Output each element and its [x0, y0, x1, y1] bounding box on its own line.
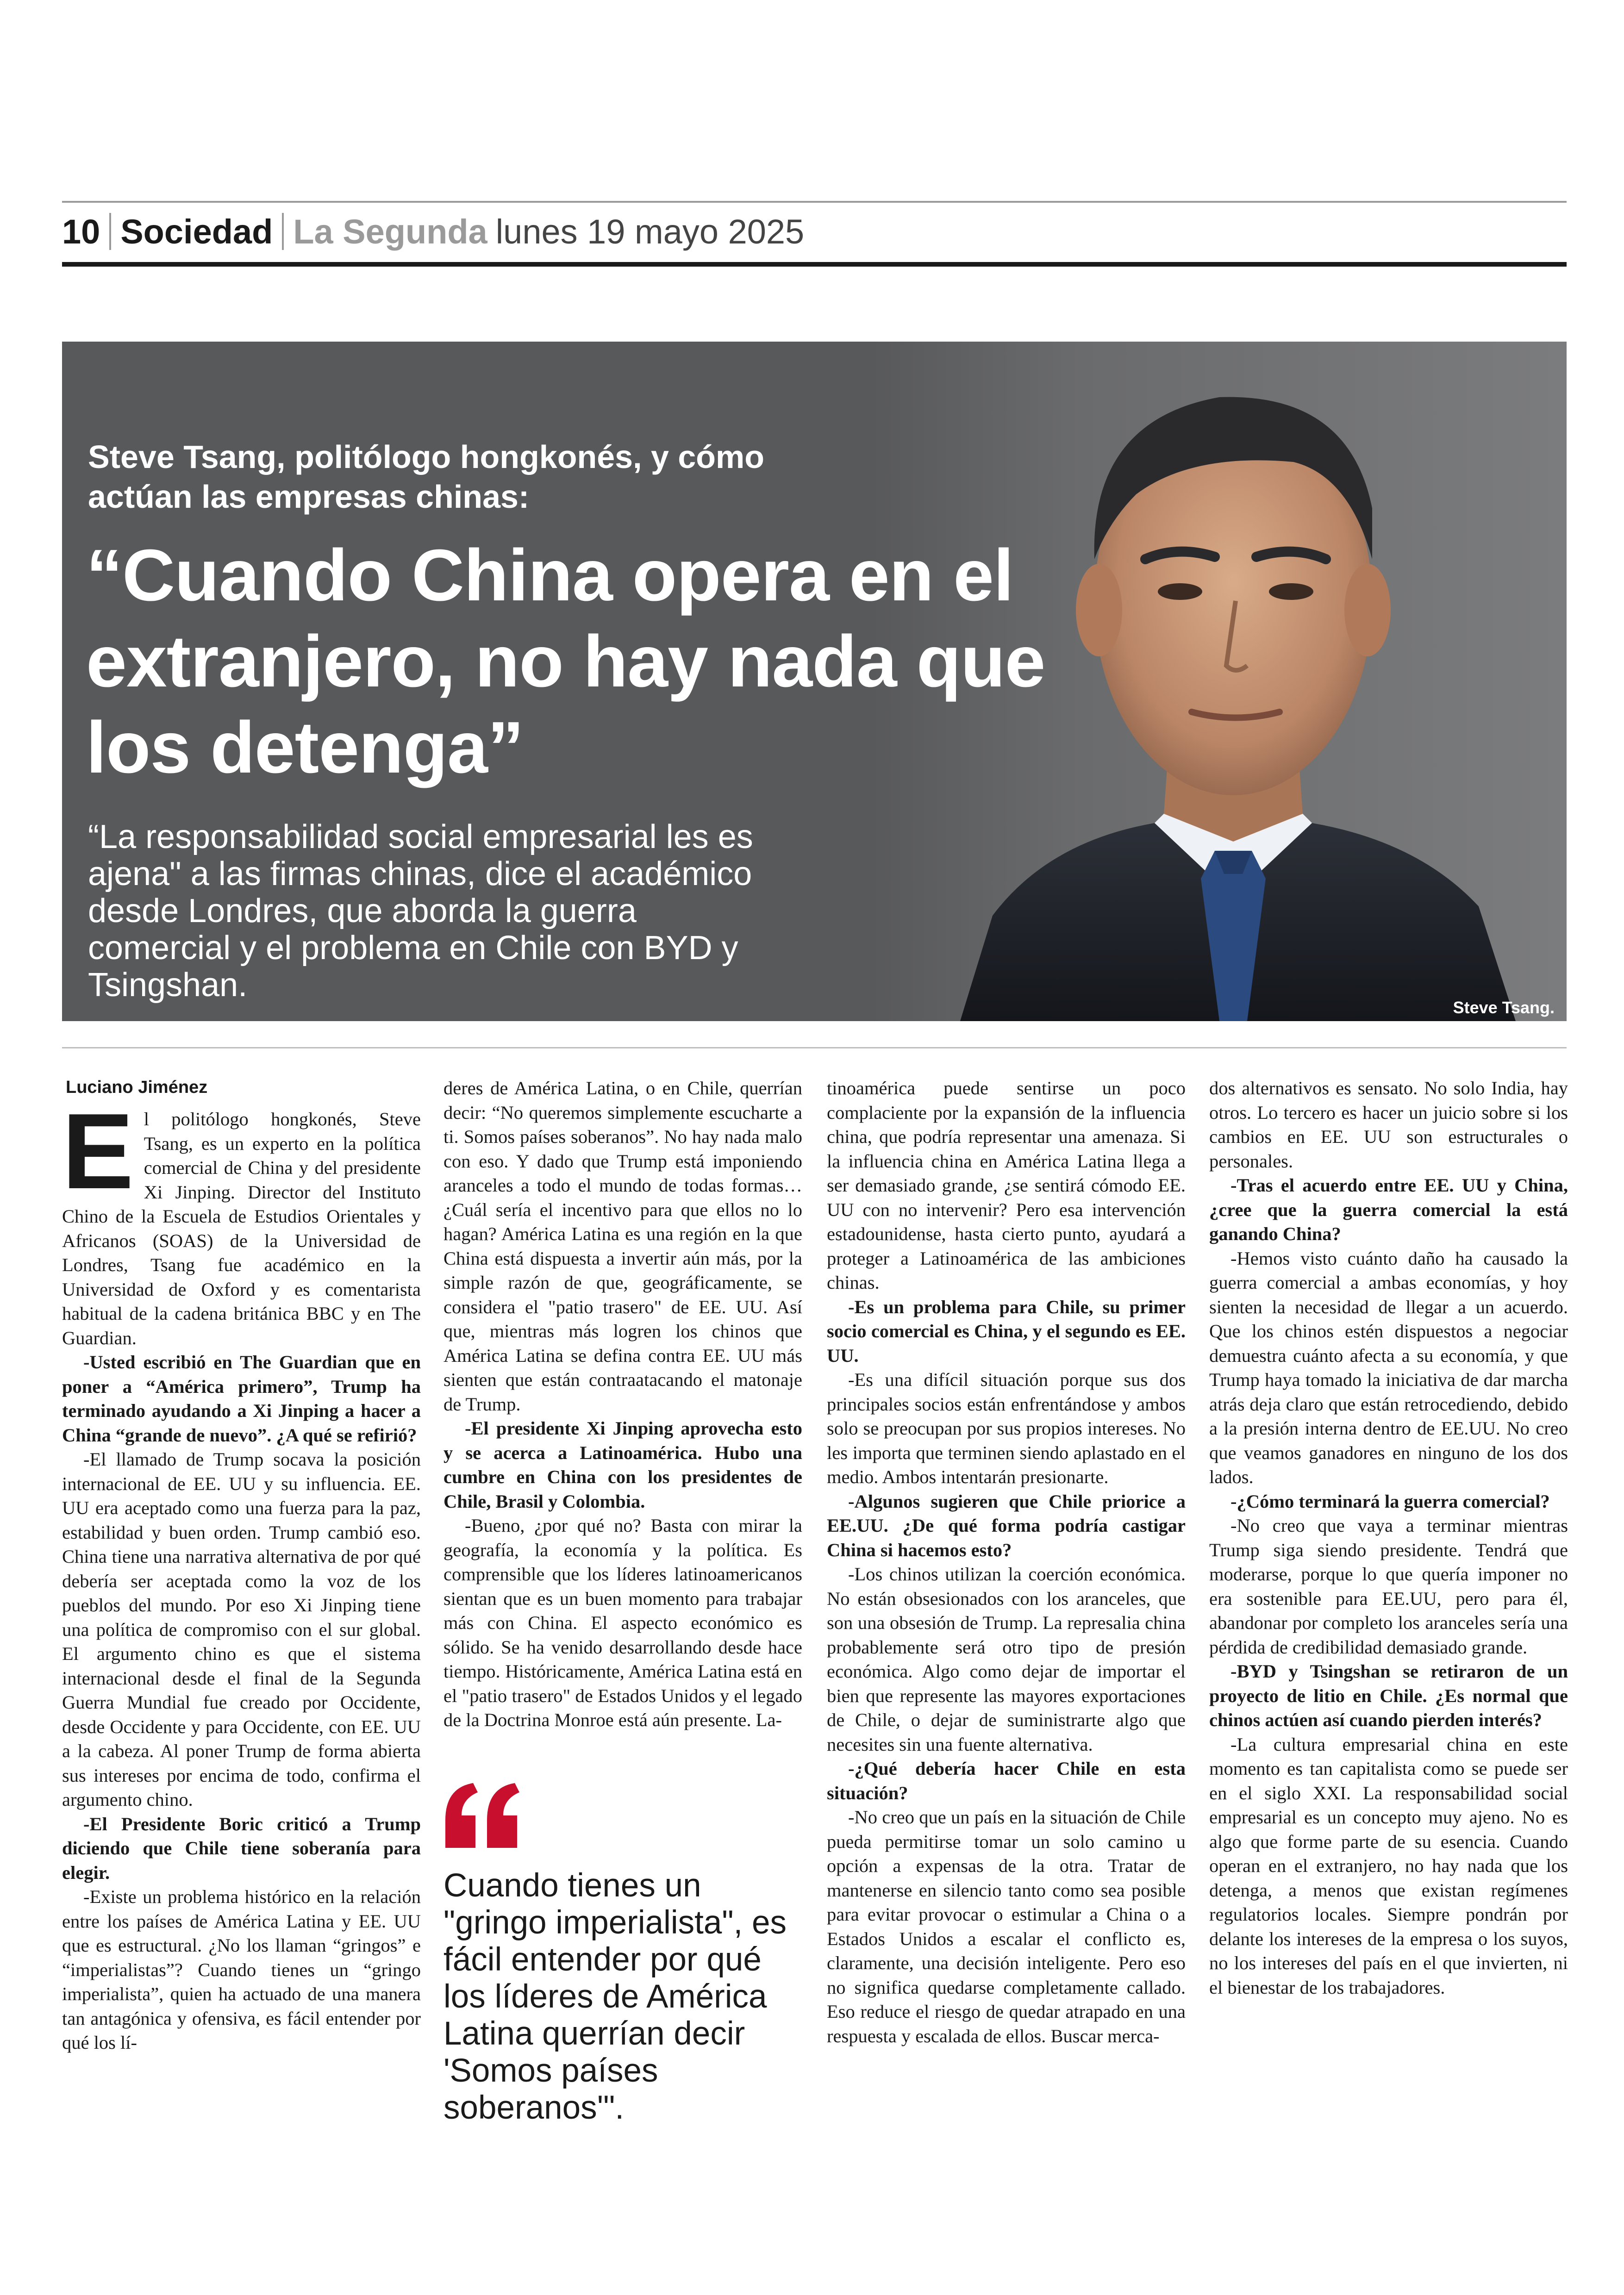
paragraph: deres de América Latina, o en Chile, querrían decir: “No queremos simplemente escucharte a ti. Somos países soberanos”. No hay nada malo con eso. Y dado que Trump está imponiendo aranceles a todo el mundo de todas formas… ¿Cuál sería el incentivo para que ellos no lo hagan? América Latina es una región en la que China está dispuesta a invertir aún más, por la simple razón de que, geográficamente, se considera el "patio trasero" de EE. UU. Así que, mientras más logren los chinos que América Latina se defina contra EE. UU más sienten que están contraatacando el matonaje de Trump.: [443, 1078, 802, 1415]
paragraph: l politólogo hongkonés, Steve Tsang, es un experto en la política comercial de China y del presidente Xi Jinping. Director del Instituto Chino de la Escuela de Estudios Orientales y Africanos (SOAS) de la Universidad de Londres, Tsang fue académico en la Universidad de Oxford y es comentarista habitual de la cadena británica BBC y en The Guardian.: [62, 1109, 421, 1348]
paragraph: -Es una difícil situación porque sus dos principales socios están enfrentándose y ambos solo se preocupan por sus propios intereses. No les importa que terminen siendo aplastado en el medio. Ambos intentarán presionarte.: [827, 1369, 1186, 1487]
paragraph: dos alternativos es sensato. No solo India, hay otros. Lo tercero es hacer un juicio sobre si los cambios en EE. UU son estructurales o personales.: [1209, 1078, 1568, 1172]
header-rule-top: [62, 201, 1567, 203]
paragraph: -El llamado de Trump socava la posición internacional de EE. UU y su influencia. EE. UU era aceptado como una fuerza para la paz, estabilidad y buen orden. Trump cambió eso. China tiene una narrativa alternativa de por qué debería ser aceptada como la voz de los pueblos del mundo. Por eso Xi Jinping tiene una política de compromiso con el sur global. El argumento chino es que el sistema internacional desde el final de la Segunda Guerra Mundial fue creado por Occidente, desde Occidente y para Occidente, con EE. UU a la cabeza. Al poner Trump de forma abierta sus intereses por encima de todo, confirma el argumento chino.: [62, 1449, 421, 1810]
paragraph: -Los chinos utilizan la coerción económica. No están obsesionados con los aranceles, que son una obsesión de Trump. La represalia china probablemente será otro tipo de presión económica. Algo como dejar de importar el bien que represente las mayores exportaciones de Chile, o dejar de suministrarte algo que necesites sin una fuente alternativa.: [827, 1564, 1186, 1755]
kicker: Steve Tsang, politólogo hongkonés, y cómo actúan las empresas chinas:: [88, 439, 765, 515]
quote-mark-icon: [441, 1778, 524, 1852]
paragraph: -Hemos visto cuánto daño ha causado la guerra comercial a ambas economías, y hoy sienten la necesidad de llegar a un acuerdo. Que los chinos estén dispuestos a negociar demuestra cuánto afecta a su economía, y que Trump haya tomado la iniciativa de dar marcha atrás deja claro que están retrocediendo, debido a la presión interna dentro de EE.UU. No creo que veamos ganadores en ninguno de los dos lados.: [1209, 1247, 1568, 1487]
dropcap: E: [62, 1091, 134, 1211]
header-divider: [282, 213, 284, 250]
pull-quote: Cuando tienes un "gringo imperialista", es fácil entender por qué los líderes de América Latina querrían decir 'Somos países soberanos'".: [443, 1867, 787, 2126]
paragraph: -No creo que vaya a terminar mientras Trump siga siendo presidente. Tendrá que moderarse, porque lo que quería imponer no era sostenible para EE.UU, pero para él, abandonar por completo los aranceles sería una pérdida de credibilidad demasiado grande.: [1209, 1515, 1568, 1658]
headline: “Cuando China opera en el extranjero, no hay nada que los detenga”: [86, 535, 1045, 788]
article-column-4: [1209, 1076, 1568, 2000]
article-column-3: [827, 1076, 1186, 2048]
interview-question: -BYD y Tsingshan se retiraron de un proyecto de litio en Chile. ¿Es normal que chinos actúen así cuando pierden interés?: [1209, 1661, 1568, 1730]
interview-question: -Es un problema para Chile, su primer socio comercial es China, y el segundo es EE. UU.: [827, 1296, 1186, 1366]
interview-question: -Tras el acuerdo entre EE. UU y China, ¿cree que la guerra comercial la está ganando China?: [1209, 1175, 1568, 1244]
paragraph: -La cultura empresarial china en este momento es tan capitalista como se puede ser en el siglo XXI. La responsabilidad social empresarial es un concepto muy ajeno. No es algo que forme parte de su esencia. Cuando operan en el extranjero, no hay nada que los detenga, a menos que existan regímenes regulatorios locales. Siempre pondrán por delante los intereses de la empresa o los suyos, no los intereses del país en el que invierten, ni el bienestar de los trabajadores.: [1209, 1734, 1568, 1998]
interview-question: -¿Cómo terminará la guerra comercial?: [1230, 1491, 1550, 1512]
issue-date: lunes 19 mayo 2025: [495, 212, 805, 251]
interview-question: -Algunos sugieren que Chile priorice a EE.UU. ¿De qué forma podría castigar China si hacemos esto?: [827, 1491, 1186, 1560]
interview-question: -Usted escribió en The Guardian que en poner a “América primero”, Trump ha terminado ayudando a Xi Jinping a hacer a China “grande de nuevo”. ¿A qué se refirió?: [62, 1352, 421, 1446]
interview-question: -¿Qué debería hacer Chile en esta situación?: [827, 1758, 1186, 1803]
page-header: [62, 208, 804, 255]
paragraph: -Bueno, ¿por qué no? Basta con mirar la geografía, la economía y la política. Es comprensible que los líderes latinoamericanos sientan que es un buen momento para trabajar más con China. El aspecto económico es sólido. Se ha venido desarrollando desde hace tiempo. Históricamente, América Latina está en el "patio trasero" de Estados Unidos y el legado de la Doctrina Monroe está aún presente. La-: [443, 1515, 802, 1730]
section-name: Sociedad: [120, 212, 273, 251]
section-rule: [62, 1047, 1567, 1048]
paragraph: -Existe un problema histórico en la relación entre los países de América Latina y EE. UU que es estructural. ¿No los llaman “gringos” e “imperialistas”? Cuando tienes un “gringo imperialista”, quien ha actuado de una manera tan antagónica y ofensiva, es fácil entender por qué los lí-: [62, 1886, 421, 2053]
interview-question: -El Presidente Boric criticó a Trump diciendo que Chile tiene soberanía para elegir.: [62, 1813, 421, 1883]
byline: Luciano Jiménez: [66, 1078, 208, 1097]
newspaper-name: La Segunda: [293, 212, 487, 251]
deck-subtitle: “La responsabilidad social empresarial les es ajena" a las firmas chinas, dice el académico desde Londres, que aborda la guerra comercial y el problema en Chile con BYD y Tsingshan.: [88, 818, 753, 1004]
photo-caption: Steve Tsang.: [1453, 998, 1555, 1017]
interview-question: -El presidente Xi Jinping aprovecha esto y se acerca a Latinoamérica. Hubo una cumbre en China con los presidentes de Chile, Brasil y Colombia.: [443, 1418, 802, 1512]
paragraph: tinoamérica puede sentirse un poco complaciente por la expansión de la influencia china, que podría representar una amenaza. Si la influencia china en América Latina llega a ser demasiado grande, ¿se sentirá cómodo EE. UU con no intervenir? Pero esa intervención estadounidense, hasta cierto punto, ayudará a proteger a Latinoamérica de las ambiciones chinas.: [827, 1078, 1186, 1293]
paragraph: -No creo que un país en la situación de Chile pueda permitirse tomar un solo camino u opción a expensas de la otra. Tratar de mantenerse en silencio tanto como sea posible para evitar provocar o estimular a China o a Estados Unidos a escalar el conflicto es, claramente, una decisión inteligente. Pero eso no significa quedarse completamente callado. Eso reduce el riesgo de quedar atrapado en una respuesta y escalada de ellos. Buscar merca-: [827, 1807, 1186, 2046]
article-column-2: [443, 1076, 802, 1733]
header-divider: [109, 213, 111, 250]
header-rule-bottom: [62, 262, 1567, 267]
page-number: 10: [62, 212, 100, 251]
article-column-1: [62, 1091, 421, 2055]
